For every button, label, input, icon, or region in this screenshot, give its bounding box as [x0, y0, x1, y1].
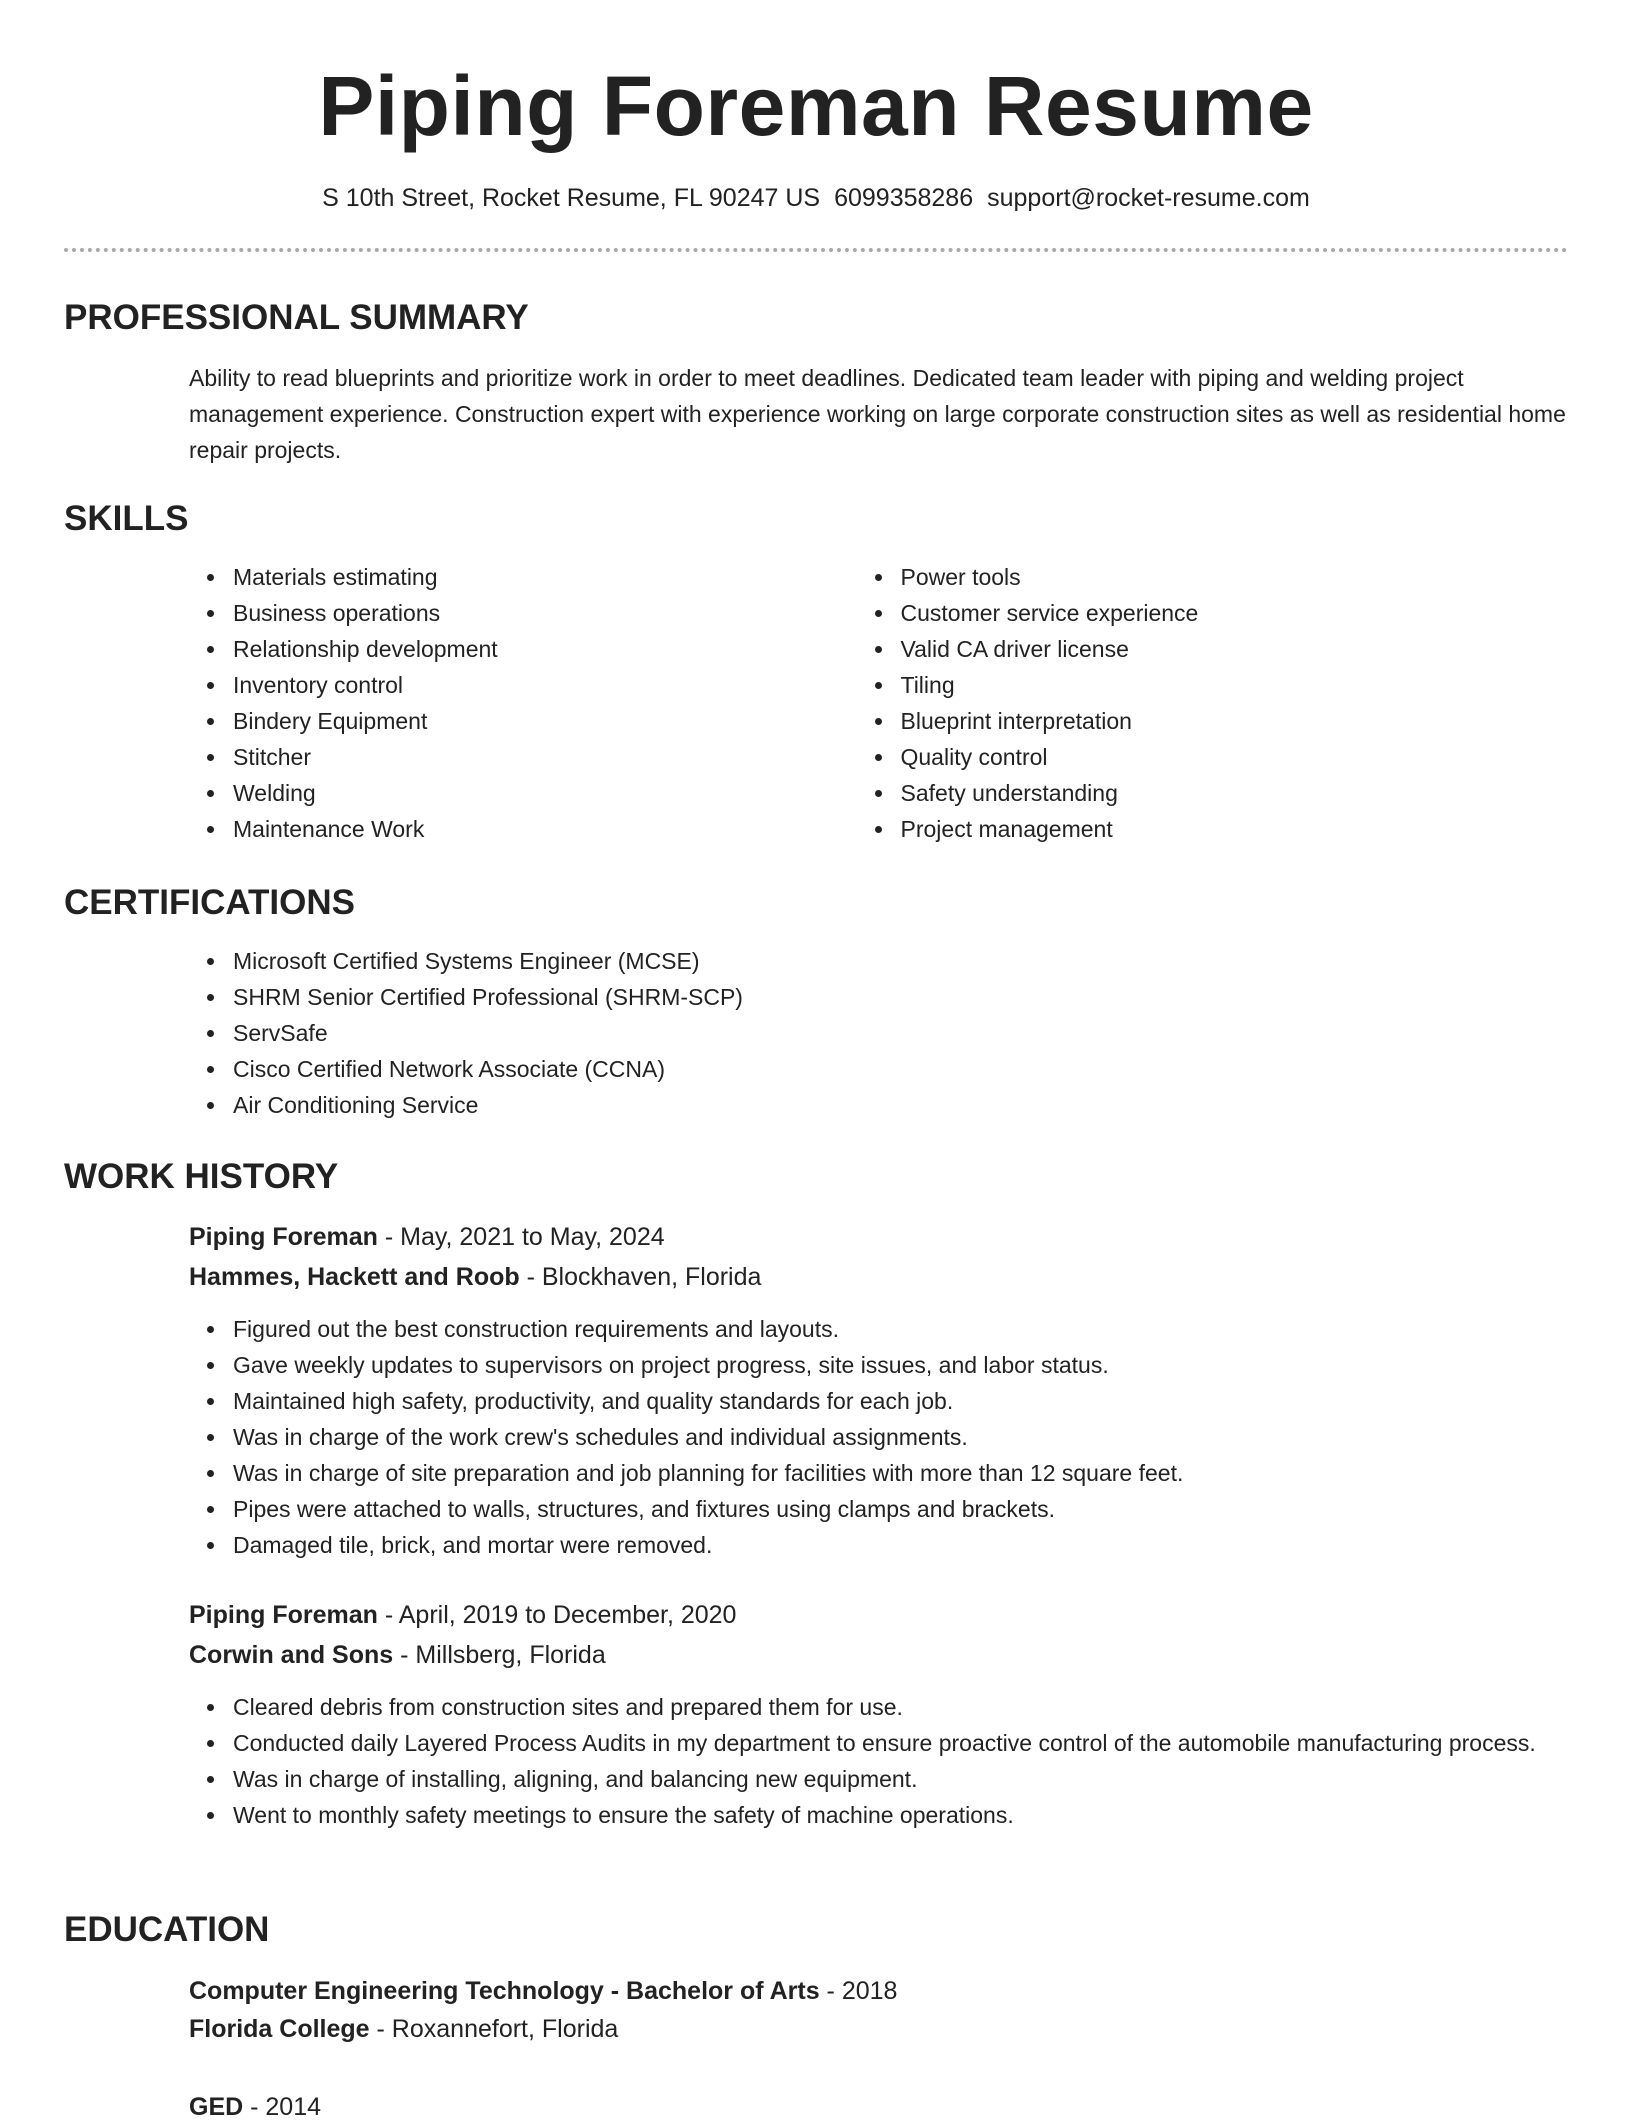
job-company: Hammes, Hackett and Roob [189, 1263, 520, 1291]
list-item: Maintenance Work [233, 811, 901, 847]
job-location: - Millsberg, Florida [393, 1641, 606, 1669]
list-item: Customer service experience [901, 595, 1569, 631]
job-dates: - April, 2019 to December, 2020 [377, 1601, 737, 1629]
job-title-line [189, 1217, 1568, 1257]
section-title-education: EDUCATION [64, 1910, 270, 1949]
job-title-line [189, 1595, 1568, 1635]
certifications-section [64, 881, 1568, 1123]
list-item: Figured out the best construction requirements and layouts. [233, 1311, 1568, 1347]
list-item: Cisco Certified Network Associate (CCNA) [233, 1051, 1568, 1087]
education-degree: Computer Engineering Technology - Bachelor of Arts [189, 1977, 820, 2005]
list-item: Materials estimating [233, 559, 901, 595]
certifications-list [64, 943, 1568, 1123]
list-item: Went to monthly safety meetings to ensure the safety of machine operations. [233, 1797, 1568, 1833]
education-entry [64, 1972, 1568, 2048]
list-item: Pipes were attached to walls, structures, and fixtures using clamps and brackets. [233, 1491, 1568, 1527]
list-item: Was in charge of the work crew's schedules and individual assignments. [233, 1419, 1568, 1455]
education-school: Florida College [189, 2015, 370, 2043]
list-item: SHRM Senior Certified Professional (SHRM-SCP) [233, 979, 1568, 1015]
list-item: Was in charge of installing, aligning, and balancing new equipment. [233, 1761, 1568, 1797]
list-item: Tiling [901, 667, 1569, 703]
list-item: Relationship development [233, 631, 901, 667]
list-item: Business operations [233, 595, 901, 631]
job-location: - Blockhaven, Florida [519, 1263, 762, 1291]
skills-list-right [901, 559, 1569, 847]
list-item: Maintained high safety, productivity, and quality standards for each job. [233, 1383, 1568, 1419]
list-item: Cleared debris from construction sites and prepared them for use. [233, 1689, 1568, 1725]
job-duties-list [64, 1689, 1568, 1833]
header-divider [64, 248, 1568, 252]
contact-phone: 6099358286 [834, 184, 974, 212]
job-company-line [189, 1635, 1568, 1675]
job-dates: - May, 2021 to May, 2024 [377, 1223, 665, 1251]
list-item: Gave weekly updates to supervisors on project progress, site issues, and labor status. [233, 1347, 1568, 1383]
list-item: Welding [233, 775, 901, 811]
summary-text: Ability to read blueprints and prioritize work in order to meet deadlines. Dedicated team leader with piping and welding project management experience. Construction expert with experience working on large corporate construction sites as well as residential home repair projects. [189, 365, 1566, 463]
job-company-line [189, 1257, 1568, 1297]
list-item: Bindery Equipment [233, 703, 901, 739]
job-entry [64, 1595, 1568, 1675]
list-item: Stitcher [233, 739, 901, 775]
list-item: Power tools [901, 559, 1569, 595]
list-item: Was in charge of site preparation and job planning for facilities with more than 12 square feet. [233, 1455, 1568, 1491]
work-history-section [64, 1155, 1568, 1833]
education-degree-line [189, 1972, 1568, 2010]
education-location: - Roxannefort, Florida [369, 2015, 619, 2043]
list-item: Safety understanding [901, 775, 1569, 811]
education-school-line [189, 2010, 1568, 2048]
list-item: Microsoft Certified Systems Engineer (MCSE) [233, 943, 1568, 979]
education-degree-line [189, 2088, 1568, 2126]
section-title-work-history: WORK HISTORY [64, 1157, 339, 1196]
job-title: Piping Foreman [189, 1223, 378, 1251]
job-company: Corwin and Sons [189, 1641, 394, 1669]
skills-list-left [64, 559, 901, 847]
list-item: ServSafe [233, 1015, 1568, 1051]
section-title-summary: PROFESSIONAL SUMMARY [64, 298, 529, 337]
page-title: Piping Foreman Resume [318, 59, 1314, 153]
job-duties-list [64, 1311, 1568, 1563]
list-item: Project management [901, 811, 1569, 847]
education-degree: GED [189, 2093, 244, 2121]
list-item: Conducted daily Layered Process Audits in my department to ensure proactive control of the automobile manufacturing process. [233, 1725, 1568, 1761]
skills-section [64, 497, 1568, 847]
education-entry [64, 2088, 1568, 2126]
list-item: Valid CA driver license [901, 631, 1569, 667]
section-title-certifications: CERTIFICATIONS [64, 883, 356, 922]
skills-grid [64, 559, 1568, 847]
education-section [64, 1908, 1568, 2126]
contact-email: support@rocket-resume.com [987, 184, 1310, 212]
job-title: Piping Foreman [189, 1601, 378, 1629]
section-title-skills: SKILLS [64, 499, 189, 538]
list-item: Blueprint interpretation [901, 703, 1569, 739]
contact-address: S 10th Street, Rocket Resume, FL 90247 US [322, 184, 821, 212]
list-item: Quality control [901, 739, 1569, 775]
list-item: Damaged tile, brick, and mortar were removed. [233, 1527, 1568, 1563]
summary-section [64, 296, 1568, 468]
list-item: Inventory control [233, 667, 901, 703]
job-entry [64, 1217, 1568, 1297]
list-item: Air Conditioning Service [233, 1087, 1568, 1123]
education-year: - 2014 [243, 2093, 322, 2121]
education-year: - 2018 [819, 1977, 898, 2005]
contact-line [64, 182, 1568, 214]
